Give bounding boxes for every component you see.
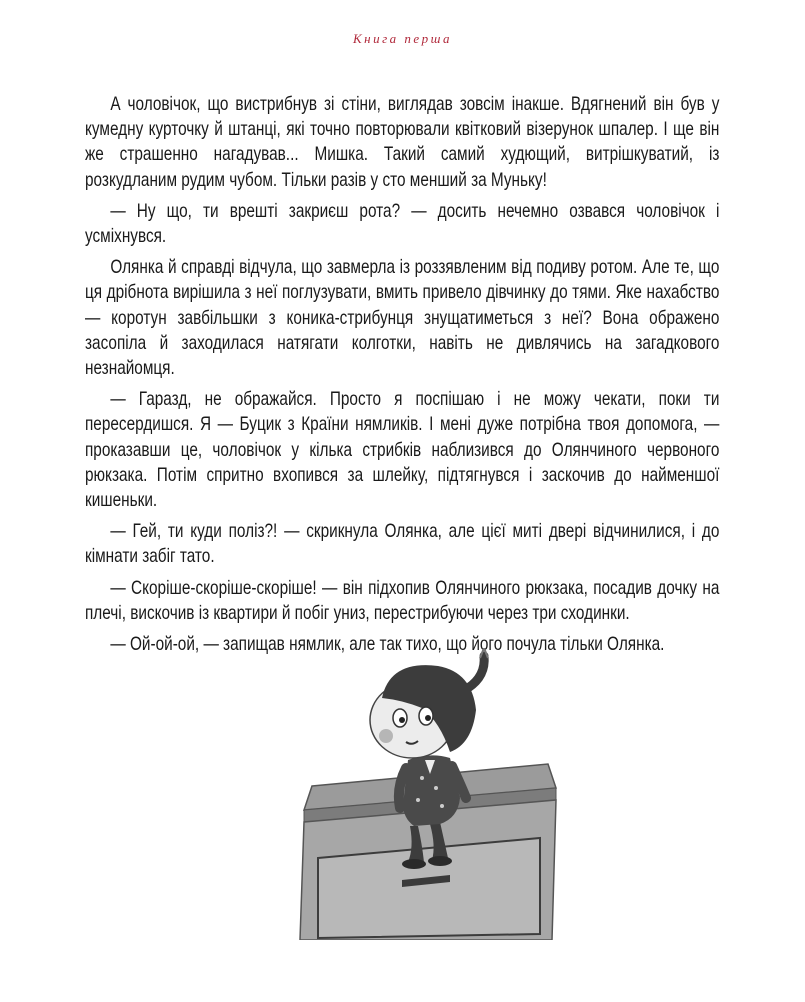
running-head: Книга перша [353, 31, 452, 46]
paragraph: — Ну що, ти врешті закриєш рота? — досить нечемно озвався чоловічок і усміхнувся. [85, 200, 720, 248]
paragraph: — Скоріше-скоріше-скоріше! — він підхопив Олянчиного рюкзака, посадив дочку на плечі, вискочив із квартири й побіг униз, перестрибуючи через три сходинки. [85, 577, 720, 624]
paragraph: — Гаразд, не ображайся. Просто я поспішаю і не можу чекати, поки ти пересердишся. Я — Буцик з Країни нямликів. І мені дуже потрібна твоя допомога, — проказавши це, чоловічок у кілька стрибків наблизився до Олянчиного червоного рюкзака. Потім спритно вхопився за шлейку, підтягнувся і заскочив до найменшої кишеньки. [85, 389, 720, 512]
illustration-gnome-on-dresser [290, 648, 565, 940]
paragraph: А чоловічок, що вистрибнув зі стіни, виглядав зовсім інакше. Вдягнений він був у кумедну курточку й штанці, які точно повторювали квітковий візерунок шпалер. І ще він же страшенно нагадував... Мишка. Такий самий худющий, витрішкуватий, із розкудланим рудим чубом. Тільки разів у сто менший за Муньку! [85, 94, 720, 191]
paragraph: — Ой-ой-ой, — запищав нямлик, але так тихо, що його почула тільки Олянка. [110, 634, 665, 656]
body-text [85, 92, 720, 663]
paragraph: Олянка й справді відчула, що завмерла із роззявленим від подиву ротом. Але те, що ця дрібнота вирішила з неї поглузувати, вмить привело дівчинку до тями. Яке нахабство — коротун завбільшки з коника-стрибунця знущатиметься з неї? Вона ображено засопіла й заходилася натягати колготки, навіть не дивлячись на загадкового незнайомця. [85, 257, 720, 380]
paragraph: — Гей, ти куди поліз?! — скрикнула Олянка, але цієї миті двері відчинилися, і до кімнати забіг тато. [85, 521, 720, 568]
